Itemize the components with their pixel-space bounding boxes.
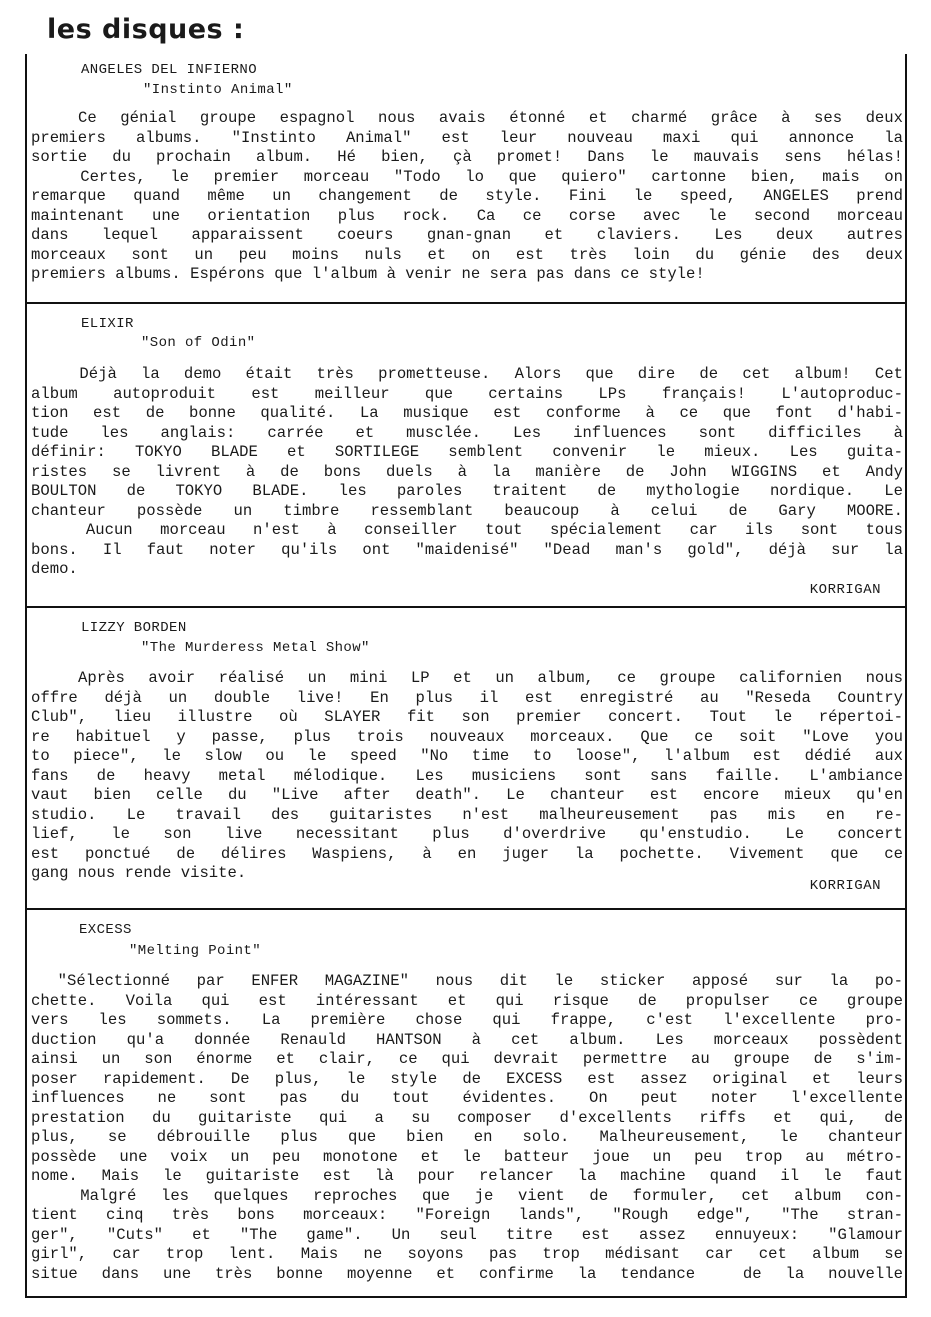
review-line: Ce génial groupe espagnol nous avais étonné et charmé grâce à ses deux — [31, 109, 903, 127]
review-signature: KORRIGAN — [809, 878, 881, 894]
review-album-title: "Melting Point" — [129, 943, 262, 959]
review-line: influences ne sont pas du tout évidentes. On peut noter l'excellente — [31, 1089, 903, 1107]
review-album-title: "The Murderess Metal Show" — [141, 640, 370, 656]
review-line: ainsi un son énorme et clair, ce qui devrait permettre au groupe de s'im- — [31, 1050, 903, 1068]
review-line: bons. Il faut noter qu'ils ont "maidenisé" "Dead man's gold", déjà sur la — [31, 540, 903, 559]
review-line: poser rapidement. De plus, le style de EXCESS est assez original et leurs — [31, 1069, 903, 1088]
review-line: "Sélectionné par ENFER MAGAZINE" nous dit le sticker apposé sur la po- — [31, 972, 903, 990]
review-line: re habituel y passe, plus trois nouveaux morceaux. Que ce soit "Love you — [31, 727, 903, 746]
review-line: est ponctué de délires Waspiens, à en juger la pochette. Vivement que ce — [31, 844, 903, 863]
review-excess — [25, 908, 907, 1298]
review-line: dans lequel apparaissent coeurs gnan-gnan et claviers. Les deux autres — [31, 226, 903, 244]
review-line: prestation du guitariste qui a su composer d'excellents riffs et qui, de — [31, 1108, 903, 1127]
review-line: Certes, le premier morceau "Todo lo que quiero" cartonne bien, mais on — [31, 167, 903, 186]
review-line: lief, le son live necessitant plus d'overdrive qu'enstudio. Le concert — [31, 825, 903, 843]
review-line: chanteur possède un timbre ressemblant beaucoup à celui de Gary MOORE. — [31, 501, 903, 520]
review-album-title: "Instinto Animal" — [143, 82, 293, 98]
review-line: to piece", le slow ou le speed "No time to loose", l'album est dédié aux — [31, 747, 903, 765]
review-line: tude les anglais: carrée et musclée. Les influences sont difficiles à — [31, 423, 903, 442]
review-line: sortie du prochain album. Hé bien, çà promet! Dans le mauvais sens hélas! — [31, 148, 903, 166]
review-line: fans de heavy metal mélodique. Les musiciens sont sans faille. L'ambiance — [31, 766, 903, 785]
review-line: Déjà la demo était très prometteuse. Alors que dire de cet album! Cet — [31, 365, 903, 383]
review-elixir — [25, 302, 907, 608]
review-lizzy-borden — [25, 606, 907, 910]
review-line: Club", lieu illustre où SLAYER fit son premier concert. Tout le répertoi- — [31, 708, 903, 726]
review-band-name: ANGELES DEL INFIERNO — [81, 62, 258, 78]
review-album-title: "Son of Odin" — [141, 335, 256, 351]
review-line: studio. Le travail des guitaristes n'est malheureusement pas mis en re- — [31, 805, 903, 824]
page-title: les disques : — [47, 14, 245, 45]
review-line: chette. Voila qui est intéressant et qui risque de propulser ce groupe — [31, 991, 903, 1010]
review-body — [31, 109, 903, 285]
review-line: Après avoir réalisé un mini LP et un album, ce groupe californien nous — [31, 669, 903, 687]
review-band-name: EXCESS — [79, 922, 132, 938]
review-line: plus, se débrouille plus que bien en solo. Malheureusement, le chanteur — [31, 1128, 903, 1146]
review-line: tient cinq très bons morceaux: "Foreign lands", "Rough edge", "The stran- — [31, 1206, 903, 1224]
review-line: album autoproduit est meilleur que certains LPs français! L'autoproduc- — [31, 384, 903, 403]
review-body — [31, 972, 903, 1284]
review-line: premiers albums. "Instinto Animal" est leur nouveau maxi qui annonce la — [31, 128, 903, 147]
review-line: définir: TOKYO BLADE et SORTILEGE semblent convenir le mieux. Les guita- — [31, 443, 903, 461]
review-line: demo. — [31, 560, 78, 578]
review-line: girl", car trop lent. Mais ne soyons pas trop médisant car cet album se — [31, 1245, 903, 1263]
review-band-name: LIZZY BORDEN — [81, 620, 187, 636]
review-line: vers les sommets. La première chose qui frappe, c'est l'excellente pro- — [31, 1011, 903, 1029]
review-line: premiers albums. Espérons que l'album à venir ne sera pas dans ce style! — [31, 265, 705, 283]
review-line: maintenant une orientation plus rock. Ca ce corse avec le second morceau — [31, 206, 903, 225]
review-line: duction qu'a donnée Renauld HANTSON à cet album. Les morceaux possèdent — [31, 1030, 903, 1049]
review-line: Aucun morceau n'est à conseiller tout spécialement car ils sont tous — [31, 521, 903, 539]
review-line: BOULTON de TOKYO BLADE. les paroles traitent de mythologie nordique. Le — [31, 482, 903, 500]
review-line: Malgré les quelques reproches que je vient de formuler, cet album con- — [31, 1186, 903, 1205]
review-line: situe dans une très bonne moyenne et confirme la tendance de la nouvelle — [31, 1264, 903, 1283]
review-line: offre déjà un double live! En plus il est enregistré au "Reseda Country — [31, 688, 903, 707]
review-angeles-del-infierno — [25, 54, 907, 304]
review-line: nome. Mais le guitariste est là pour relancer la machine quand il le faut — [31, 1167, 903, 1185]
review-line: morceaux sont un peu moins nuls et on est très loin du génie des deux — [31, 245, 903, 264]
review-line: ger", "Cuts" et "The game". Un seul titre est assez ennuyeux: "Glamour — [31, 1225, 903, 1244]
review-body — [31, 365, 903, 580]
review-signature: KORRIGAN — [809, 582, 881, 598]
review-band-name: ELIXIR — [81, 316, 134, 332]
review-line: possède une voix un peu monotone et le batteur joue un peu trop au métro- — [31, 1147, 903, 1166]
review-line: ristes se livrent à de bons duels à la manière de John WIGGINS et Andy — [31, 462, 903, 481]
review-body — [31, 669, 903, 884]
review-line: remarque quand même un changement de style. Fini le speed, ANGELES prend — [31, 187, 903, 205]
review-line: vaut bien celle du "Live after death". Le chanteur est encore mieux qu'en — [31, 786, 903, 804]
review-line: tion est de bonne qualité. La musique est conforme à ce que font d'habi- — [31, 404, 903, 422]
review-line: gang nous rende visite. — [31, 864, 247, 882]
